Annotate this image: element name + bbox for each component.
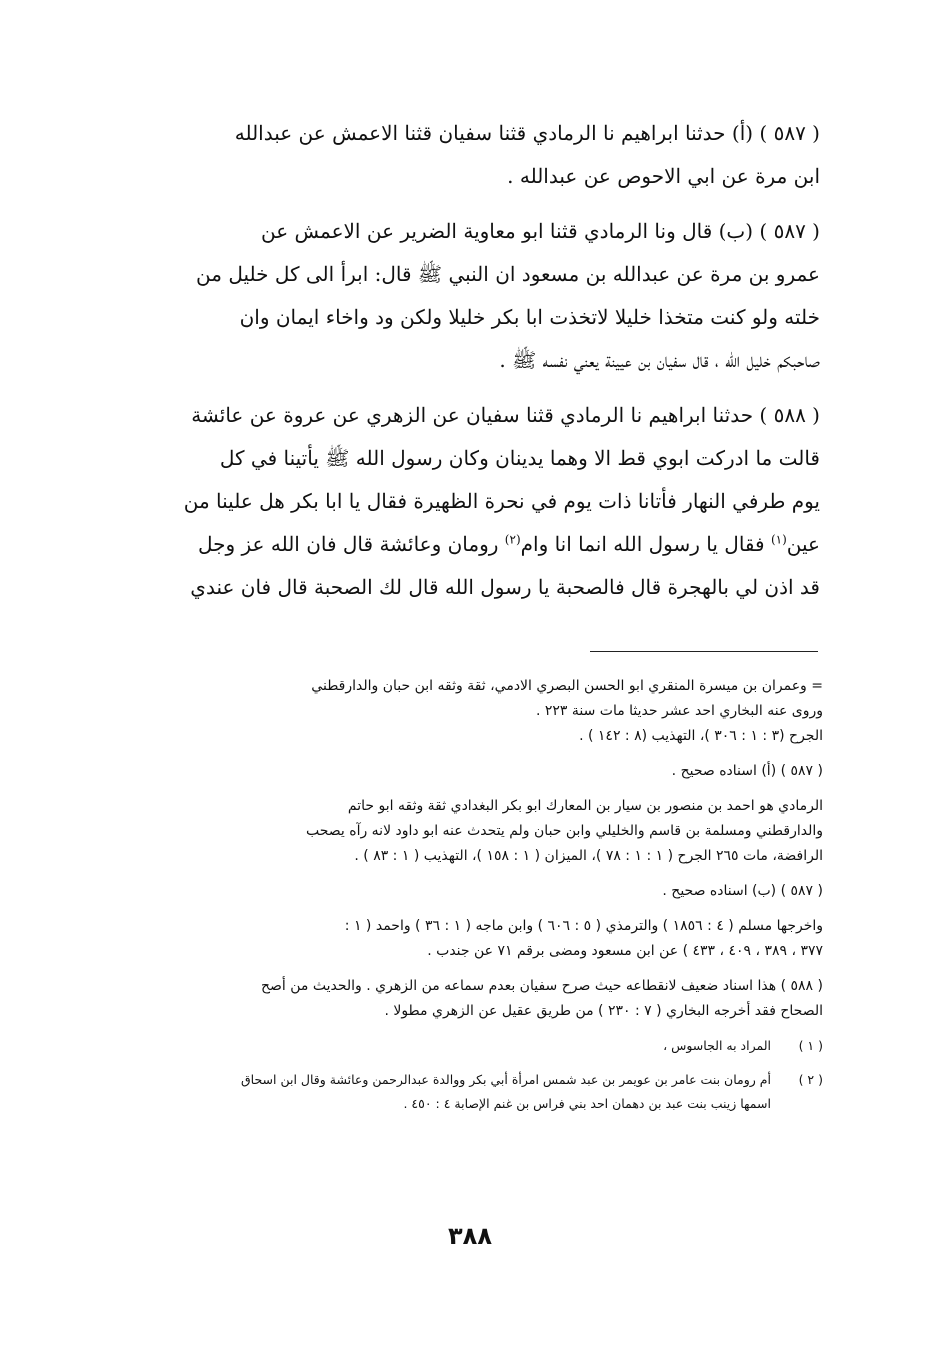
note-587-b-heading bbox=[118, 879, 823, 904]
main-text bbox=[112, 112, 820, 609]
text-line: ( ٥٨٧ ) (أ) حدثنا ابراهيم نا الرمادي قثنا سفيان قثنا الاعمش عن عبدالله bbox=[234, 121, 820, 145]
note-588 bbox=[118, 974, 823, 1024]
text-line: عين bbox=[786, 532, 820, 556]
note-line: ( ٥٨٧ ) (ب) اسناده صحيح . bbox=[662, 883, 823, 899]
text-line: قالت ما ادركت ابوي قط الا وهما يدينان وكان رسول الله ﷺ يأتينا في كل bbox=[219, 446, 820, 470]
note-line: ( ٥٨٧ ) (أ) اسناده صحيح . bbox=[671, 763, 823, 779]
text-line: يوم طرفي النهار فأتانا ذات يوم في نحرة الظهيرة فقال يا ابا بكر هل علينا من bbox=[183, 489, 820, 513]
note-continuation bbox=[118, 674, 823, 749]
footnote-ref-1: (١) bbox=[770, 532, 787, 547]
note-line: الجرح (٣ : ١ : ٣٠٦ )، التهذيب (٨ : ١٤٢ ) . bbox=[579, 728, 823, 744]
hadith-588 bbox=[112, 394, 820, 609]
note-ramadi bbox=[118, 794, 823, 869]
note-line: أم رومان بنت عامر بن عويمر بن عبد شمس امرأة أبي بكر ووالدة عبدالرحمن وعائشة وقال ابن اسحاق bbox=[240, 1072, 771, 1087]
note-line: والدارقطني ومسلمة بن قاسم والخليلي وابن حبان ولم يتحدث عنه ابو داود لانه رآه يصحب bbox=[305, 823, 823, 839]
hadith-587-b bbox=[112, 210, 820, 382]
footnote-number: ( ١ ) bbox=[798, 1038, 823, 1053]
note-587-a-heading bbox=[118, 759, 823, 784]
footnote-divider bbox=[590, 651, 818, 652]
note-takhrij bbox=[118, 914, 823, 964]
footnote-ref-2: (٢) bbox=[504, 532, 521, 547]
text-line: ابن مرة عن ابي الاحوص عن عبدالله . bbox=[507, 164, 820, 188]
note-line: واخرجها مسلم ( ٤ : ١٨٥٦ ) والترمذي ( ٥ : ٦٠٦ ) وابن ماجه ( ١ : ٣٦ ) واحمد ( ١ : bbox=[344, 918, 823, 934]
note-line: وروى عنه البخاري احد عشر حديثا مات سنة ٢٢٣ . bbox=[535, 703, 823, 719]
text-line: خلته ولو كنت متخذا خليلا لاتخذت ابا بكر خليلا ولكن ود واخاء ايمان وان bbox=[239, 305, 820, 329]
text-line: ( ٥٨٧ ) (ب) قال ونا الرمادي قثنا ابو معاوية الضرير عن الاعمش عن bbox=[261, 219, 820, 243]
text-line: صاحبكم خليل الله ، قال سفيان بن عيينة يعني نفسه ﷺ . bbox=[499, 348, 820, 372]
note-line: الرمادي هو احمد بن منصور بن سيار بن المعارك ابو بكر البغدادي ثقة وثقه ابو حاتم bbox=[347, 798, 823, 814]
note-line: = وعمران بن ميسرة المنقري ابو الحسن البصري الادمي، ثقة وثقه ابن حبان والدارقطني bbox=[311, 678, 823, 694]
hadith-587-a bbox=[112, 112, 820, 198]
footnote-1 bbox=[118, 1034, 823, 1058]
text-line: عمرو بن مرة عن عبدالله بن مسعود ان النبي ﷺ قال: ابرأ الى كل خليل من bbox=[196, 262, 820, 286]
text-line: رومان وعائشة قال فان الله عز وجل bbox=[198, 532, 505, 556]
note-line: الصحاح فقد أخرجه البخاري ( ٧ : ٢٣٠ ) من طريق عقيل عن الزهري مطولا . bbox=[384, 1003, 823, 1019]
note-line: الرافضة، مات ٢٦٥ الجرح ( ١ : ١ : ٧٨ )، الميزان ( ١ : ١٥٨ )، التهذيب ( ١ : ٨٣ ) . bbox=[354, 848, 823, 864]
footnote-text: المراد به الجاسوس ، bbox=[663, 1038, 771, 1053]
note-line: اسمها زينب بنت عبد بن دهمان احد بني فراس بن غنم الإصابة ٤ : ٤٥٠ . bbox=[403, 1096, 771, 1111]
note-line: ٣٧٧ ، ٣٨٩ ، ٤٠٩ ، ٤٣٣ ) عن ابن مسعود ومضى برقم ٧١ عن جندب . bbox=[427, 943, 823, 959]
notes-section bbox=[118, 674, 823, 1126]
text-line: فقال يا رسول الله انما انا وام bbox=[520, 532, 771, 556]
footnote-number: ( ٢ ) bbox=[798, 1072, 823, 1087]
page-number: ٣٨٨ bbox=[448, 1222, 492, 1250]
footnote-2 bbox=[118, 1068, 823, 1116]
text-line: ( ٥٨٨ ) حدثنا ابراهيم نا الرمادي قثنا سفيان عن الزهري عن عروة عن عائشة bbox=[191, 403, 820, 427]
note-line: ( ٥٨٨ ) هذا اسناد ضعيف لانقطاعه حيث صرح سفيان بعدم سماعه من الزهري . والحديث من أصح bbox=[261, 978, 823, 994]
footnote-text bbox=[118, 1068, 771, 1116]
text-line: قد اذن لي بالهجرة قال فالصحبة يا رسول الله قال لك الصحبة قال فان عندي bbox=[190, 575, 820, 599]
